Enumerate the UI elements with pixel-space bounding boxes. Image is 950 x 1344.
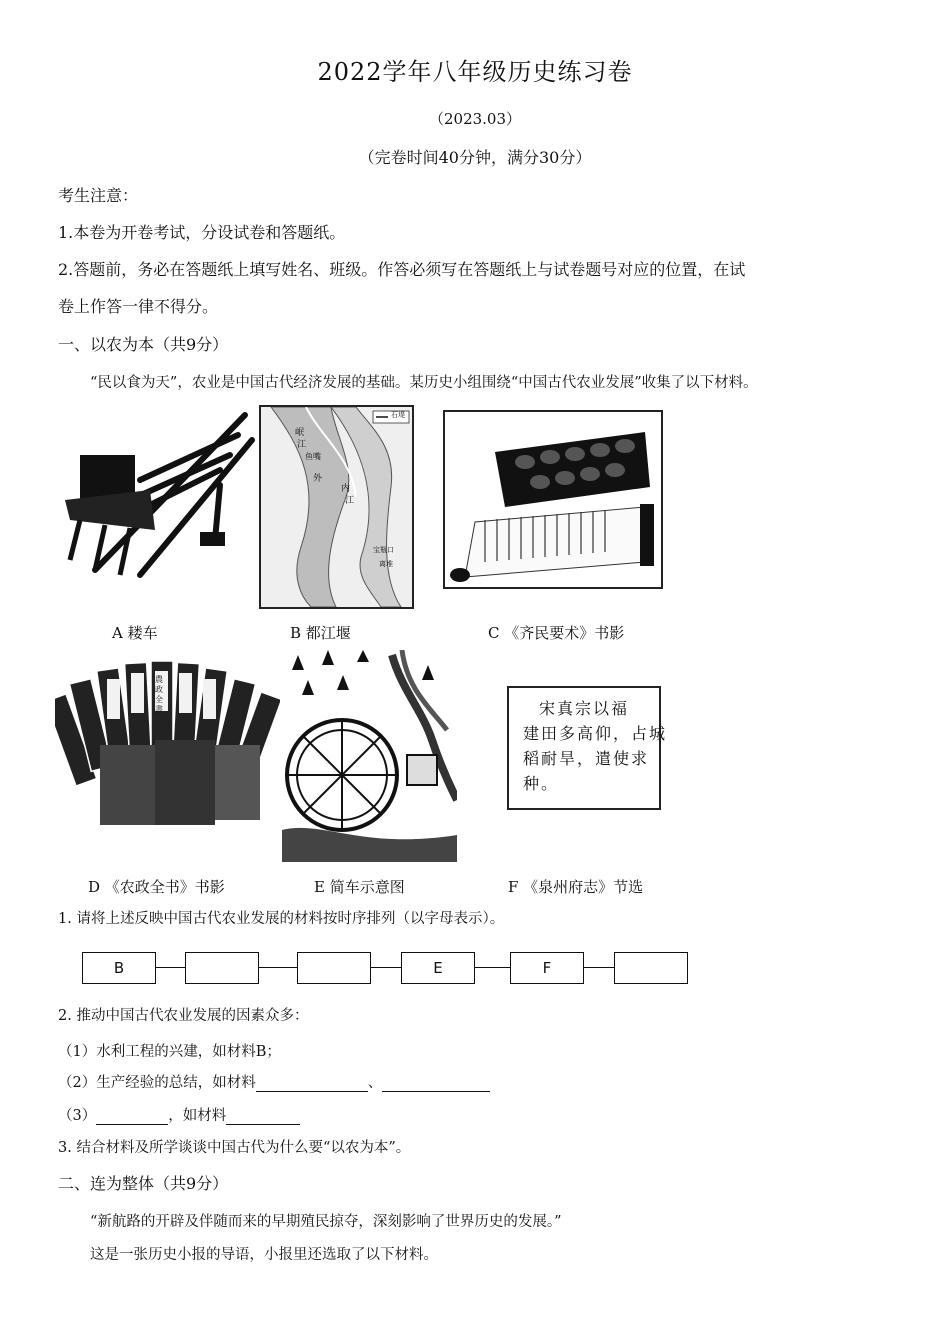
question-2-2-separator: 、: [367, 1075, 383, 1091]
sequence-box-5[interactable]: F: [510, 952, 584, 984]
book-scroll-illustration: [445, 412, 661, 587]
section-2-intro: 这是一张历史小报的导语，小报里还选取了以下材料。: [90, 1247, 438, 1263]
exam-time-note: （完卷时间40分钟，满分30分）: [358, 148, 592, 167]
song-text-line: 宋真宗以福: [539, 699, 630, 718]
map-label: 内: [341, 484, 351, 494]
map-label: 外: [313, 474, 323, 484]
song-text-line: 种。: [523, 774, 560, 793]
caption-a: A 耧车: [112, 624, 158, 642]
section-1-intro: “民以食为天”，农业是中国古代经济发展的基础。某历史小组围绕“中国古代农业发展”收集了以下材料。: [90, 375, 758, 391]
sequence-box-2[interactable]: [185, 952, 259, 984]
section-2-quote: “新航路的开辟及伴随而来的早期殖民掠夺，深刻影响了世界历史的发展。”: [90, 1214, 562, 1230]
answer-blank[interactable]: [96, 1108, 168, 1125]
question-1: 1. 请将上述反映中国古代农业发展的材料按时序排列（以字母表示）。: [58, 911, 505, 927]
map-label: 岷: [295, 428, 305, 438]
sequence-box-4[interactable]: E: [401, 952, 475, 984]
map-legend: 石堤: [391, 411, 405, 419]
map-label: 离堆: [379, 560, 393, 568]
map-label: 江: [297, 440, 307, 450]
question-2-1: （1）水利工程的兴建，如材料B；: [58, 1044, 281, 1060]
answer-blank[interactable]: [256, 1075, 368, 1092]
answer-blank[interactable]: [226, 1108, 300, 1125]
map-label: 江: [345, 496, 355, 506]
notice-item-2-line-2: 卷上作答一律不得分。: [58, 297, 219, 316]
question-2-3-prefix: （3）: [58, 1108, 97, 1124]
figure-c-qimin-yaoshu: [443, 410, 663, 589]
question-3: 3. 结合材料及所学谈谈中国古代为什么要“以农为本”。: [58, 1140, 411, 1156]
question-2-3-text: ，如材料: [168, 1108, 227, 1124]
seed-drill-illustration: [60, 400, 255, 590]
figure-a-seed-drill: [60, 400, 255, 590]
answer-blank[interactable]: [382, 1075, 490, 1092]
question-2-3: [58, 1104, 300, 1125]
notice-heading: 考生注意：: [58, 186, 139, 205]
notice-item-2-line-1: 2.答题前，务必在答题纸上填写姓名、班级。作答必须写在答题纸上与试卷题号对应的位置，在试: [58, 260, 746, 279]
caption-c: C 《齐民要术》书影: [488, 624, 625, 642]
sequence-connector: [84, 967, 688, 968]
question-2-2: [58, 1071, 490, 1092]
caption-d: D 《农政全书》书影: [88, 878, 225, 896]
book-spine-label: 農政全書: [155, 675, 163, 714]
sequence-box-3[interactable]: [297, 952, 371, 984]
song-text-line: 稻耐旱，遣使求: [523, 749, 650, 768]
section-2-heading: 二、连为整体（共9分）: [58, 1174, 229, 1193]
caption-f: F 《泉州府志》节选: [508, 878, 644, 896]
figure-e-water-wheel: [282, 650, 457, 862]
exam-title: 2022学年八年级历史练习卷: [317, 58, 633, 86]
song-text-line: 建田多高仰，占城: [523, 724, 668, 743]
question-2: 2. 推动中国古代农业发展的因素众多：: [58, 1008, 309, 1024]
caption-e: E 简车示意图: [314, 878, 405, 896]
figure-f-quanzhou-text: [507, 686, 668, 810]
sequence-box-1[interactable]: B: [82, 952, 156, 984]
sequence-box-6[interactable]: [614, 952, 688, 984]
dujiangyan-map-illustration: [261, 407, 412, 607]
figure-d-nongzheng-quanshu: [55, 655, 280, 825]
question-2-2-text: （2）生产经验的总结，如材料: [58, 1075, 256, 1091]
notice-item-1: 1.本卷为开卷考试，分设试卷和答题纸。: [58, 223, 346, 242]
figure-b-dujiangyan-map: [259, 405, 414, 609]
map-label: 宝瓶口: [373, 546, 394, 554]
exam-date: （2023.03）: [428, 110, 522, 128]
water-wheel-illustration: [282, 650, 457, 862]
caption-b: B 都江堰: [290, 624, 351, 642]
section-1-heading: 一、以农为本（共9分）: [58, 335, 229, 354]
map-label: 鱼嘴: [305, 452, 321, 461]
